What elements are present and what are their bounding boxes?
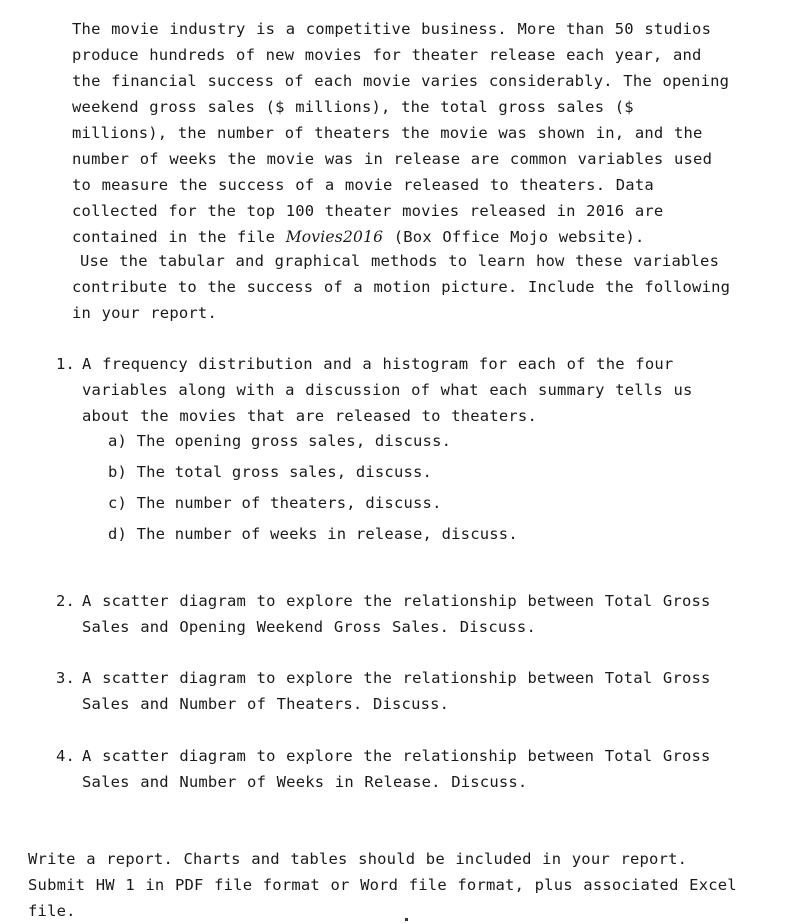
- task-number: 1.: [56, 355, 76, 373]
- subitem-weeks: d) The number of weeks in release, discuss.: [108, 525, 518, 543]
- task-text: A scatter diagram to explore the relationship between Total Gross Sales and Number of Weeks in Release. Discuss.: [82, 747, 711, 791]
- task-number: 3.: [56, 669, 76, 687]
- task-text: A frequency distribution and a histogram for each of the four variables along with a discussion of what each summary tells us about the movies that are released to theaters.: [82, 355, 693, 425]
- subitem-total-gross: b) The total gross sales, discuss.: [108, 463, 433, 481]
- task-number: 2.: [56, 592, 76, 610]
- intro-paragraph: [72, 16, 738, 250]
- task-item-1: [56, 351, 736, 429]
- task-item-3: [56, 665, 736, 717]
- task-number: 4.: [56, 747, 76, 765]
- task-text: A scatter diagram to explore the relationship between Total Gross Sales and Number of Theaters. Discuss.: [82, 669, 711, 713]
- closing-paragraph: Write a report. Charts and tables should be included in your report. Submit HW 1 in PDF file format or Word file format, plus associated Excel file.: [28, 850, 737, 920]
- subitem-opening-gross: a) The opening gross sales, discuss.: [108, 432, 452, 450]
- subitem-theaters: c) The number of theaters, discuss.: [108, 494, 442, 512]
- data-file-name: Movies2016: [285, 228, 384, 246]
- task-text: A scatter diagram to explore the relationship between Total Gross Sales and Opening Weekend Gross Sales. Discuss.: [82, 592, 711, 636]
- page-mark: [405, 918, 408, 921]
- task-item-4: [56, 743, 736, 795]
- task-item-2: [56, 588, 736, 640]
- intro-text: The movie industry is a competitive business. More than 50 studios produce hundreds of new movies for theater release each year, and the financial success of each movie varies considerably. The opening weekend gross sales ($ millions), the total gross sales ($ millions), the number of theaters the movie was shown in, and the number of weeks the movie was in release are common variables used to measure the success of a movie released to theaters. Data collected for the top 100 theater movies released in 2016 are contained in the file: [72, 20, 730, 246]
- intro-source: (Box Office Mojo website).: [383, 228, 645, 246]
- instructions-paragraph: Use the tabular and graphical methods to learn how these variables contribute to the success of a motion picture. Include the following in your report.: [72, 252, 731, 322]
